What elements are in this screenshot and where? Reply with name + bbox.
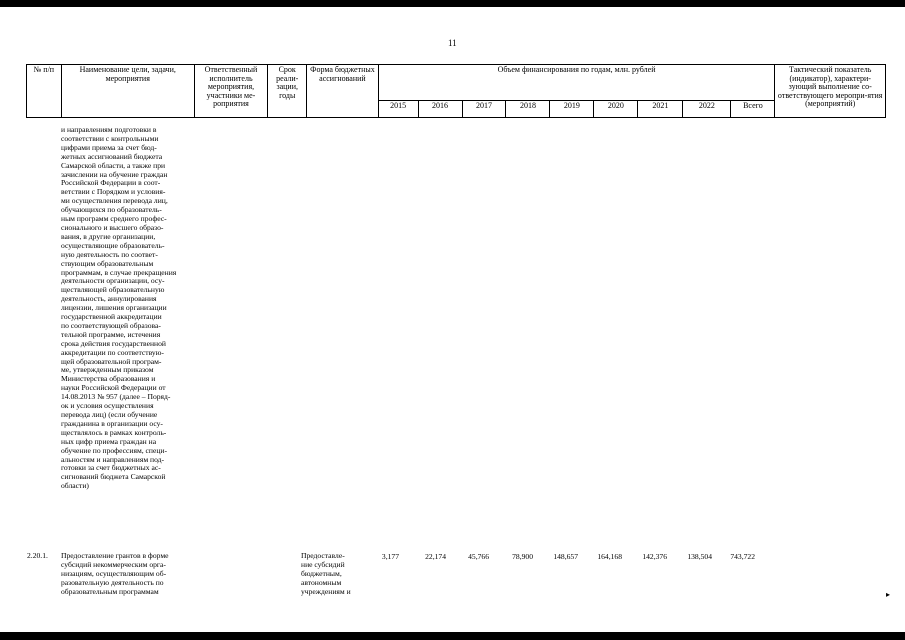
header-funding: Объем финансирования по годам, млн. рублей [378,65,775,101]
row-name-line: Предоставление грантов в форме [61,551,169,560]
row-form-line: учреждениям и [301,586,351,596]
continued-text-line: государственной аккредитации [61,312,162,322]
header-indicator: Тактический показатель (индикатор), характери-зующий выполнение со-ответствующего меропри-ятия (мероприятий) [775,65,886,118]
continued-cell-text [61,126,191,491]
continued-text-line: цифрами приема за счет бюд- [61,142,157,152]
row-form-line: автономным [301,577,342,587]
value-2020: 164,168 [597,552,622,561]
continued-text-line: программам, в случае прекращения [61,267,177,277]
value-2016: 22,174 [425,552,446,561]
header-term: Срок реали-зации, годы [268,65,307,118]
top-scan-border [0,0,905,7]
row-form-line: ние субсидий [301,559,345,569]
row-name-line: разовательную деятельность по [61,577,164,587]
header-name: Наименование цели, задачи, мероприятия [61,65,194,118]
continued-text-line: лицензии, лишения организации [61,303,167,313]
continued-text-line: срока действия государственной [61,338,166,348]
continued-text-line: науки Российской Федерации от [61,383,166,393]
continued-text-line: осуществляющие образователь- [61,240,165,250]
continued-text-line: ных цифр приема граждан на [61,436,157,446]
continued-text-line: готовки за счет бюджетных ас- [61,463,161,473]
scan-artifact-mark: ▸ [886,590,891,599]
continued-text-line: вания, в другие организации, [61,231,156,241]
continued-text-line: ми осуществления перевода лиц, [61,196,168,206]
page-number: 11 [448,38,457,48]
continued-text-line: Министерства образования и [61,374,156,384]
continued-text-line: и направлениям подготовки в [61,125,157,134]
continued-text-line: гражданина в организации осу- [61,418,163,428]
row-number: 2.20.1. [27,551,48,560]
row-name-line: образовательным программам [61,586,159,596]
continued-text-line: ным программ среднего профес- [61,214,167,224]
bottom-scan-border [0,632,905,640]
continued-text-line: аккредитации по соответствую- [61,347,164,357]
header-form: Форма бюджетных ассигнований [307,65,379,118]
continued-text-line: по соответствующей образова- [61,320,161,330]
row-form-line: бюджетным, [301,568,342,578]
continued-text-line: жетных ассигнований бюджета [61,151,163,161]
financing-table-header [26,64,886,118]
value-2021: 142,376 [642,552,667,561]
continued-text-line: сионального и высшего образо- [61,222,164,232]
header-year-2020: 2020 [594,101,638,118]
continued-text-line: деятельности организации, осу- [61,276,165,286]
continued-text-line: альностям и направлениям под- [61,454,165,464]
continued-text-line: 14.08.2013 № 957 (далее – Поряд- [61,392,171,402]
row-name-text [61,552,196,597]
header-year-2015: 2015 [378,101,418,118]
header-year-2021: 2021 [638,101,683,118]
header-total: Всего [731,101,775,118]
continued-text-line: Российской Федерации в соот- [61,178,161,188]
continued-text-line: деятельность, аннулирования [61,294,157,304]
continued-text-line: ствующим образовательным [61,258,154,268]
header-num: № п/п [27,65,62,118]
row-name-line: субсидий некоммерческим орга- [61,559,166,569]
continued-text-line: ок и условия осуществления [61,401,154,411]
continued-text-line: области) [61,481,89,491]
continued-text-line: Самарской области, а также при [61,160,166,170]
value-2022: 138,504 [687,552,712,561]
continued-text-line: соответствии с контрольными [61,133,159,143]
header-year-2017: 2017 [462,101,506,118]
header-year-2016: 2016 [418,101,462,118]
continued-text-line: ную деятельность по соответ- [61,249,158,259]
header-year-2019: 2019 [550,101,594,118]
row-name-line: низациям, осуществляющим об- [61,568,167,578]
header-executor: Ответственный исполнитель мероприятия, участники ме-роприятия [194,65,268,118]
header-year-2022: 2022 [683,101,731,118]
continued-text-line: ме, утвержденным приказом [61,365,154,375]
continued-text-line: ветствии с Порядком и условия- [61,187,166,197]
value-2019: 148,657 [553,552,578,561]
continued-text-line: ществляющей образовательную [61,285,165,295]
continued-text-line: обучение по профессиям, специ- [61,445,168,455]
continued-text-line: щей образовательной програм- [61,356,162,366]
value-2015: 3,177 [381,552,399,561]
value-2018: 78,900 [512,552,533,561]
continued-text-line: ществлялось в рамках контроль- [61,427,167,437]
continued-text-line: зачислении на обучение граждан [61,169,168,179]
header-year-2018: 2018 [506,101,550,118]
value-total: 743,722 [730,552,755,561]
value-2017: 45,766 [468,552,489,561]
continued-text-line: обучающихся по образователь- [61,205,162,215]
continued-text-line: сигнований бюджета Самарской [61,472,166,482]
continued-text-line: перевода лиц) (если обучение [61,410,158,419]
row-form-line: Предоставле- [301,551,345,560]
continued-text-line: тельной программе, истечения [61,329,161,339]
